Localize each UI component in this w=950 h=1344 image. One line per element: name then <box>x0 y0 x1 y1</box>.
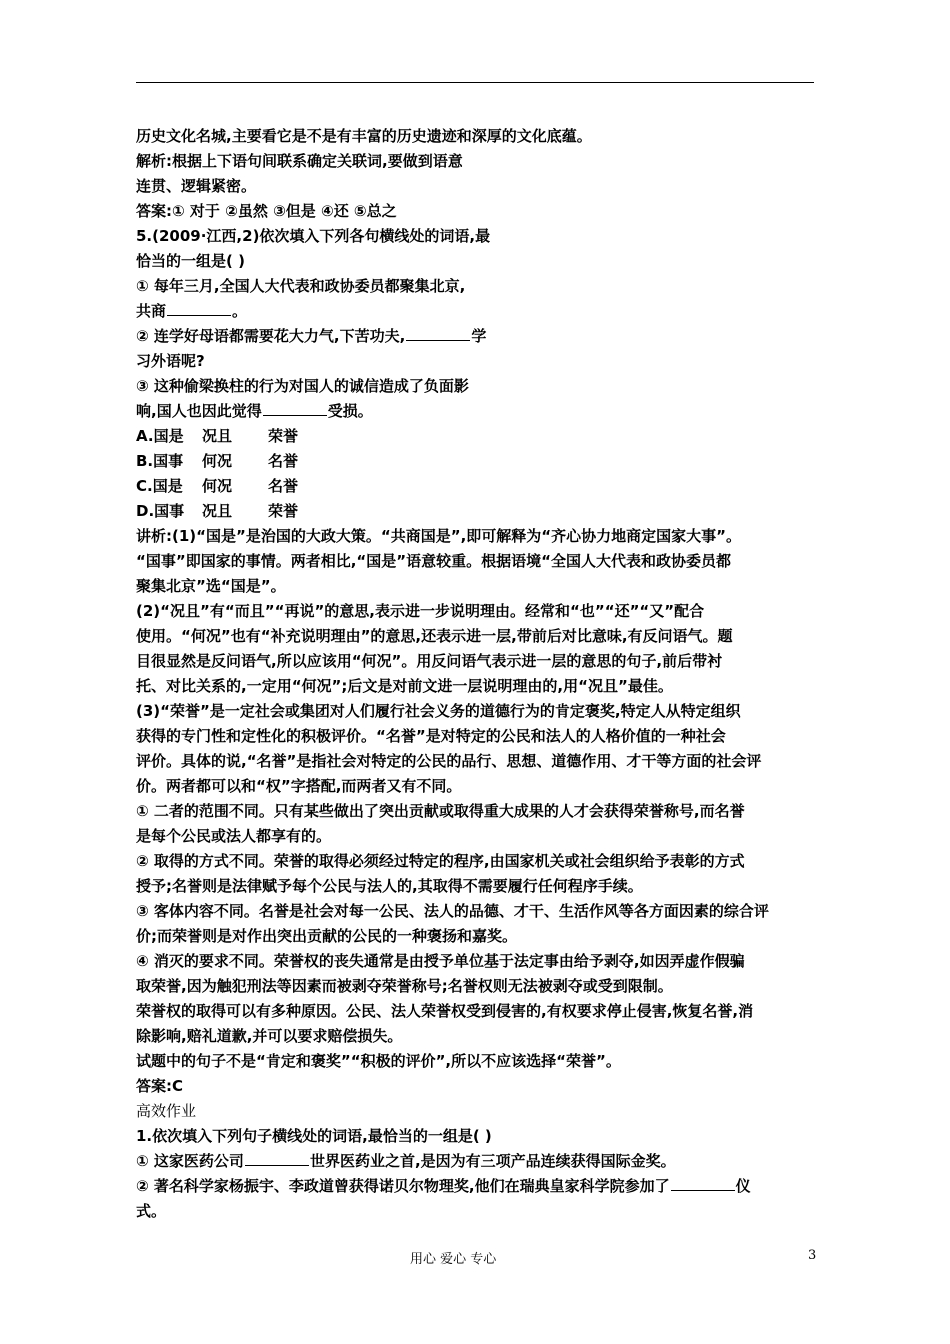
option-word-2: 况且 <box>202 427 233 445</box>
sentence-1-cont <box>136 299 816 324</box>
header-rule <box>136 82 814 83</box>
text-fragment: ② 著名科学家杨振宇、李政道曾获得诺贝尔物理奖,他们在瑞典皇家科学院参加了 <box>136 1177 670 1195</box>
sentence-3-cont <box>136 399 816 424</box>
text-line: 历史文化名城,主要看它是不是有丰富的历史遗迹和深厚的文化底蕴。 <box>136 127 592 145</box>
explanation-line: 授予;名誉则是法律赋予每个公民与法人的,其取得不需要履行任何程序手续。 <box>136 877 643 895</box>
fill-blank <box>406 324 470 341</box>
option-word-3: 名誉 <box>268 477 299 495</box>
text-line: 连贯、逻辑紧密。 <box>136 177 257 195</box>
option-word-1: D.国事 <box>136 502 185 520</box>
text-line: 恰当的一组是( ) <box>136 252 245 270</box>
option-word-3: 荣誉 <box>268 502 299 520</box>
option-c <box>136 474 816 499</box>
footer-slogan: 用心 爱心 专心 <box>410 1252 497 1267</box>
answer-line: 答案:① 对于 ②虽然 ③但是 ④还 ⑤总之 <box>136 202 397 220</box>
option-word-2: 况且 <box>202 502 233 520</box>
question-1-title: 1.依次填入下列句子横线处的词语,最恰当的一组是( ) <box>136 1127 492 1145</box>
explanation-line: (3)“荣誉”是一定社会或集团对人们履行社会义务的道德行为的肯定褒奖,特定人从特定组织 <box>136 702 741 720</box>
explanation-line: 聚集北京”选“国是”。 <box>136 577 286 595</box>
option-word-3: 名誉 <box>268 452 299 470</box>
analysis-line: 解析:根据上下语句间联系确定关联词,要做到语意 <box>136 152 463 170</box>
explanation-line: 价;而荣誉则是对作出突出贡献的公民的一种褒扬和嘉奖。 <box>136 927 518 945</box>
option-word-1: A.国是 <box>136 427 184 445</box>
section-heading: 高效作业 <box>136 1102 197 1120</box>
sentence-1: ① 每年三月,全国人大代表和政协委员都聚集北京, <box>136 277 466 295</box>
sentence-2-cont: 习外语呢? <box>136 352 205 370</box>
sentence-3: ③ 这种偷梁换柱的行为对国人的诚信造成了负面影 <box>136 377 469 395</box>
option-b <box>136 449 816 474</box>
fill-blank <box>671 1174 735 1191</box>
explanation-line: ① 二者的范围不同。只有某些做出了突出贡献或取得重大成果的人才会获得荣誉称号,而名誉 <box>136 802 745 820</box>
explanation-line: (2)“况且”有“而且”“再说”的意思,表示进一步说明理由。经常和“也”“还”“又”配合 <box>136 602 705 620</box>
answer-line: 答案:C <box>136 1077 184 1095</box>
sentence-2 <box>136 324 816 349</box>
explanation-line: 价。两者都可以和“权”字搭配,而两者又有不同。 <box>136 777 462 795</box>
option-word-1: B.国事 <box>136 452 184 470</box>
explanation-line: 试题中的句子不是“肯定和褒奖”“积极的评价”,所以不应该选择“荣誉”。 <box>136 1052 621 1070</box>
option-a <box>136 424 816 449</box>
sentence-2 <box>136 1174 816 1199</box>
text-fragment: 。 <box>232 302 248 320</box>
option-word-2: 何况 <box>202 452 233 470</box>
text-fragment: 世界医药业之首,是因为有三项产品连续获得国际金奖。 <box>309 1152 676 1170</box>
explanation-line: 除影响,赔礼道歉,并可以要求赔偿损失。 <box>136 1027 403 1045</box>
text-fragment: ① 这家医药公司 <box>136 1152 244 1170</box>
text-fragment: 共商 <box>136 302 167 320</box>
question-5-title: 5.(2009·江西,2)依次填入下列各句横线处的词语,最 <box>136 227 491 245</box>
explanation-line: ④ 消灭的要求不同。荣誉权的丧失通常是由授予单位基于法定事由给予剥夺,如因弄虚作假骗 <box>136 952 745 970</box>
fill-blank <box>263 399 327 416</box>
explanation-line: 是每个公民或法人都享有的。 <box>136 827 332 845</box>
explanation-line: 取荣誉,因为触犯刑法等因素而被剥夺荣誉称号;名誉权则无法被剥夺或受到限制。 <box>136 977 673 995</box>
explanation-line: 目很显然是反问语气,所以应该用“何况”。用反问语气表示进一层的意思的句子,前后带衬 <box>136 652 723 670</box>
page-number: 3 <box>808 1248 817 1263</box>
explanation-line: 使用。“何况”也有“补充说明理由”的意思,还表示进一层,带前后对比意味,有反问语气。题 <box>136 627 733 645</box>
fill-blank <box>167 299 231 316</box>
explanation-line: 评价。具体的说,“名誉”是指社会对特定的公民的品行、思想、道德作用、才干等方面的社会评 <box>136 752 762 770</box>
sentence-1 <box>136 1149 816 1174</box>
fill-blank <box>245 1149 309 1166</box>
explanation-line: 荣誉权的取得可以有多种原因。公民、法人荣誉权受到侵害的,有权要求停止侵害,恢复名誉,消 <box>136 1002 754 1020</box>
option-word-1: C.国是 <box>136 477 183 495</box>
text-fragment: 响,国人也因此觉得 <box>136 402 262 420</box>
explanation-line: ③ 客体内容不同。名誉是社会对每一公民、法人的品德、才干、生活作风等各方面因素的综合评 <box>136 902 769 920</box>
text-fragment: 受损。 <box>327 402 373 420</box>
text-fragment: 仪 <box>735 1177 751 1195</box>
explanation-line: “国事”即国家的事情。两者相比,“国是”语意较重。根据语境“全国人大代表和政协委员都 <box>136 552 731 570</box>
explanation-line: 讲析:(1)“国是”是治国的大政大策。“共商国是”,即可解释为“齐心协力地商定国家大事”。 <box>136 527 741 545</box>
option-word-3: 荣誉 <box>268 427 299 445</box>
sentence-2-cont: 式。 <box>136 1202 167 1220</box>
document-body <box>136 124 816 1224</box>
option-d <box>136 499 816 524</box>
text-fragment: 学 <box>471 327 487 345</box>
explanation-line: 托、对比关系的,一定用“何况”;后文是对前文进一层说明理由的,用“况且”最佳。 <box>136 677 673 695</box>
explanation-line: ② 取得的方式不同。荣誉的取得必须经过特定的程序,由国家机关或社会组织给予表彰的方式 <box>136 852 745 870</box>
option-word-2: 何况 <box>202 477 233 495</box>
explanation-line: 获得的专门性和定性化的积极评价。“名誉”是对特定的公民和法人的人格价值的一种社会 <box>136 727 726 745</box>
text-fragment: ② 连学好母语都需要花大力气,下苦功夫, <box>136 327 406 345</box>
